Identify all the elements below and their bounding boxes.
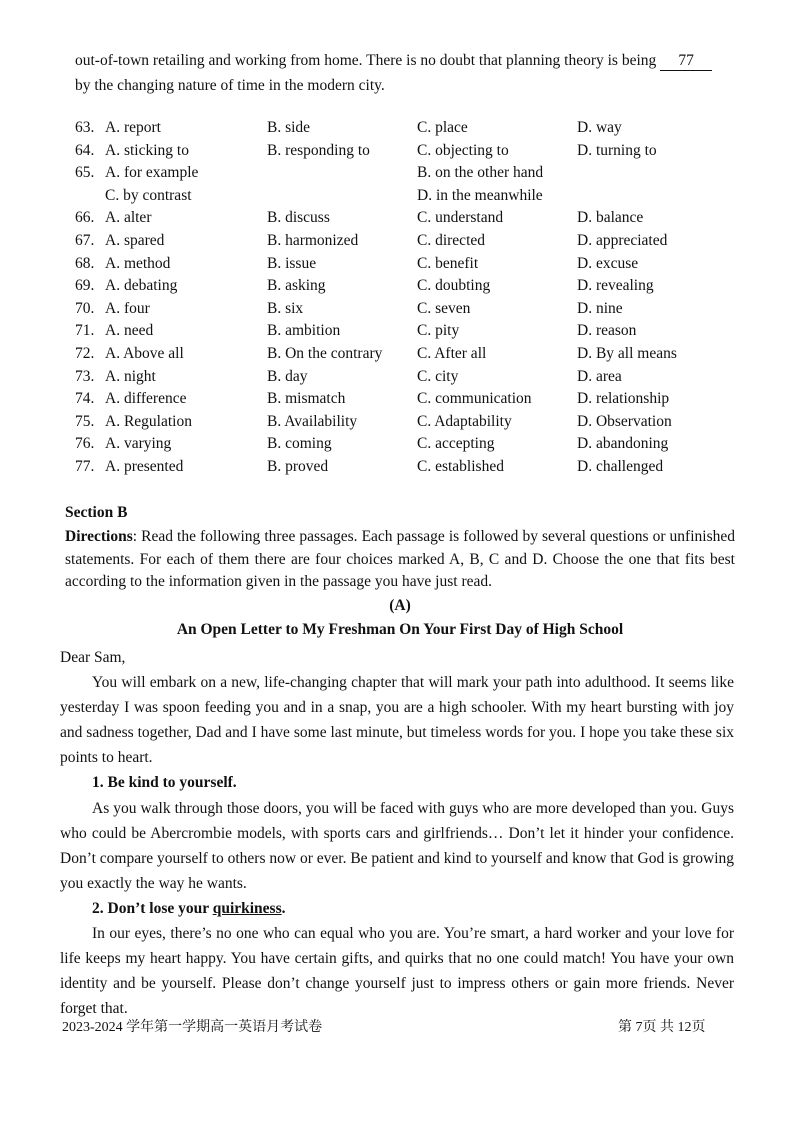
option-row	[0, 162, 800, 184]
choice-c: D. in the meanwhile	[417, 186, 543, 204]
question-number: 68.	[75, 254, 95, 272]
intro-text-before: out-of-town retailing and working from home. There is no doubt that planning theory is being	[75, 52, 661, 69]
choice-a: A. night	[105, 367, 156, 385]
choice-c: C. established	[417, 458, 504, 475]
choice-c: C. place	[417, 119, 468, 136]
option-row	[0, 230, 800, 252]
option-row	[0, 140, 800, 162]
choice-d: D. reason	[577, 322, 637, 340]
question-number: 66.	[75, 209, 95, 227]
choice-c: C. doubting	[417, 277, 491, 295]
paragraph-3: In our eyes, there’s no one who can equal who you are. You’re smart, a hard worker and your love for life keeps my heart happy. You have certain gifts, and quirks that no one could match! You have your own identity and be yourself. Please don’t change yourself just to impress others or gain more friends. Never forget that.	[60, 925, 734, 1018]
choice-c: C. After all	[417, 345, 487, 362]
choice-d: D. balance	[577, 209, 644, 227]
option-row	[0, 433, 800, 455]
choice-d: D. abandoning	[577, 435, 669, 453]
question-number: 70.	[75, 299, 95, 317]
intro-text-after: by the changing nature of time in the modern city.	[75, 77, 385, 94]
choice-d: D. way	[577, 119, 622, 136]
question-number: 64.	[75, 141, 95, 159]
question-number: 76.	[75, 435, 95, 453]
choice-c: C. pity	[417, 322, 460, 340]
choice-b: B. coming	[267, 435, 332, 453]
choice-a: A. varying	[105, 435, 172, 453]
option-row	[0, 320, 800, 342]
choice-c: C. directed	[417, 232, 486, 249]
question-number: 65.	[75, 164, 95, 182]
point-1-heading: 1. Be kind to yourself.	[92, 774, 237, 792]
paragraph-2: As you walk through those doors, you will be faced with guys who are more developed than you. Guys who could be Abercrombie models, with sports cars and girlfriends… Don’t let it hinder your confidence. Don’t compare yourself to others now or ever. Be patient and kind to yourself and know that God is growing you exactly the way he wants.	[60, 799, 734, 892]
salutation: Dear Sam,	[60, 649, 126, 666]
choice-b: B. ambition	[267, 322, 341, 340]
question-number: 72.	[75, 345, 95, 362]
directions-text: : Read the following three passages. Each passage is followed by several questions or unfinished statements. For each of them there are four choices marked A, B, C and D. Choose the one that fits best according to the information given in the passage you have just read.	[65, 528, 735, 590]
answer-blank-77: 77	[660, 52, 712, 71]
question-number: 75.	[75, 412, 95, 430]
choice-a: C. by contrast	[105, 186, 192, 204]
passage-title: An Open Letter to My Freshman On Your First Day of High School	[176, 621, 624, 638]
choice-b: B. On the contrary	[267, 345, 383, 362]
section-b-heading: Section B	[65, 504, 128, 521]
option-row	[0, 343, 800, 365]
choice-a: A. Above all	[105, 345, 184, 362]
choice-b: B. six	[267, 299, 304, 317]
point-2-suffix: .	[281, 899, 286, 917]
passage-body	[60, 645, 734, 1021]
choice-d: D. revealing	[577, 277, 654, 295]
choice-b: B. Availability	[267, 412, 358, 430]
option-row	[0, 366, 800, 388]
choice-b: B. side	[267, 119, 311, 136]
choice-a: A. alter	[105, 209, 152, 227]
choice-c: C. Adaptability	[417, 412, 512, 430]
choice-d: D. turning to	[577, 141, 657, 159]
choice-a: A. for example	[105, 164, 199, 182]
choice-a: A. method	[105, 254, 171, 272]
intro-paragraph	[75, 48, 735, 98]
choice-d: D. challenged	[577, 458, 664, 475]
choice-a: A. presented	[105, 458, 184, 475]
choice-d: D. Observation	[577, 412, 672, 430]
choice-c: B. on the other hand	[417, 164, 544, 182]
choice-b: B. asking	[267, 277, 326, 295]
choice-c: C. objecting to	[417, 141, 509, 159]
question-number: 73.	[75, 367, 95, 385]
underlined-word-quirkiness: quirkiness	[212, 899, 282, 917]
question-number: 77.	[75, 458, 95, 475]
passage-label: (A)	[389, 597, 411, 614]
choice-a: A. difference	[105, 390, 187, 408]
directions-paragraph	[65, 526, 735, 594]
footer-page-number: 第 7页 共 12页	[618, 1020, 706, 1035]
choice-c: C. accepting	[417, 435, 495, 453]
choice-b: B. mismatch	[267, 390, 346, 408]
choice-a: A. need	[105, 322, 154, 340]
paragraph-1: You will embark on a new, life-changing chapter that will mark your path into adulthood. It seems like yesterday I was spoon feeding you and in a snap, you are a high schooler. With my heart bursting with joy and sadness together, Dad and I have some last minute, but timeless words for you. I hope you take these six points to heart.	[60, 674, 734, 767]
choice-d: D. area	[577, 367, 622, 385]
option-row	[0, 298, 800, 320]
choice-a: A. Regulation	[105, 412, 192, 430]
point-2-prefix: 2. Don’t lose your	[92, 899, 213, 917]
choice-b: B. proved	[267, 458, 329, 475]
question-number: 71.	[75, 322, 95, 340]
choice-a: A. debating	[105, 277, 178, 295]
choice-a: A. sticking to	[105, 141, 189, 159]
choice-d: D. excuse	[577, 254, 639, 272]
footer-exam-title: 2023-2024 学年第一学期高一英语月考试卷	[62, 1020, 323, 1035]
point-2-heading	[60, 896, 734, 921]
option-row	[0, 388, 800, 410]
option-row	[0, 456, 800, 478]
choice-d: D. By all means	[577, 345, 677, 362]
choice-b: B. issue	[267, 254, 317, 272]
option-row	[0, 185, 800, 207]
question-number: 74.	[75, 390, 95, 408]
choice-c: C. understand	[417, 209, 504, 227]
option-row	[0, 411, 800, 433]
choice-c: C. benefit	[417, 254, 479, 272]
choice-c: C. communication	[417, 390, 532, 408]
choice-b: B. responding to	[267, 141, 370, 159]
option-row	[0, 253, 800, 275]
choice-d: D. relationship	[577, 390, 670, 408]
choice-b: B. discuss	[267, 209, 330, 227]
choice-c: C. city	[417, 367, 459, 385]
choice-b: B. day	[267, 367, 308, 385]
choice-a: A. four	[105, 299, 150, 317]
directions-label: Directions	[65, 528, 133, 545]
option-row	[0, 275, 800, 297]
question-number: 63.	[75, 119, 95, 136]
choice-a: A. spared	[105, 232, 165, 249]
choice-a: A. report	[105, 119, 161, 136]
question-number: 67.	[75, 232, 95, 249]
choice-d: D. appreciated	[577, 232, 668, 249]
option-row	[0, 117, 800, 139]
question-number: 69.	[75, 277, 95, 295]
choice-d: D. nine	[577, 299, 623, 317]
choice-c: C. seven	[417, 299, 471, 317]
option-row	[0, 207, 800, 229]
choice-b: B. harmonized	[267, 232, 359, 249]
